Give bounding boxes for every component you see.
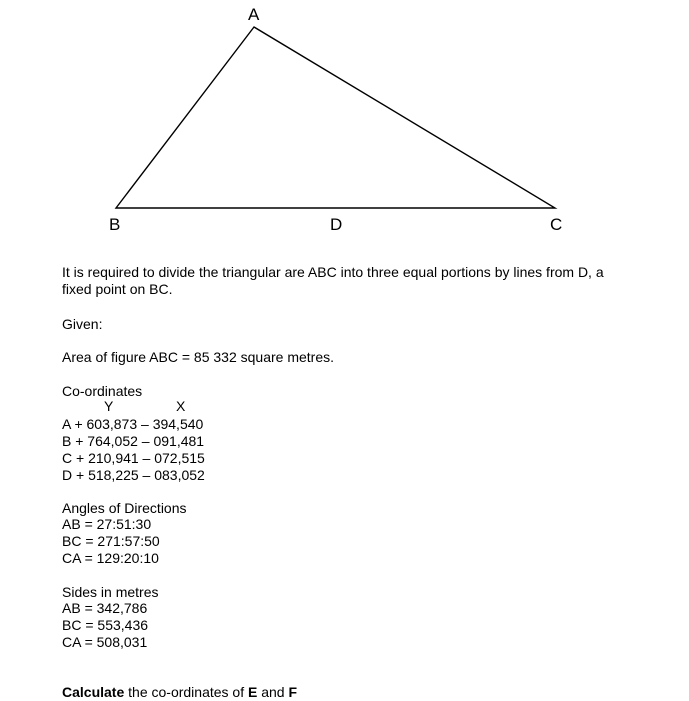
angles-title: Angles of Directions xyxy=(62,500,187,516)
y-column-label: Y xyxy=(104,398,114,414)
task-point-e: E xyxy=(248,684,258,700)
coordinates-list xyxy=(62,416,205,484)
coordinate-row: C + 210,941 – 072,515 xyxy=(62,450,205,466)
angle-row: CA = 129:20:10 xyxy=(62,550,159,566)
problem-description: It is required to divide the triangular are ABC into three equal portions by lines from D, a fixed point on BC. xyxy=(62,264,604,297)
side-row: AB = 342,786 xyxy=(62,600,148,616)
given-label: Given: xyxy=(62,316,103,332)
area-statement: Area of figure ABC = 85 332 square metres. xyxy=(62,349,334,365)
sides-list xyxy=(62,600,148,651)
task-point-f: F xyxy=(288,684,298,700)
angle-row: AB = 27:51:30 xyxy=(62,516,152,532)
triangle-svg xyxy=(0,0,689,240)
triangle-figure xyxy=(0,0,689,240)
triangle-abc xyxy=(116,27,555,208)
vertex-label-d: D xyxy=(330,215,343,234)
x-column-label: X xyxy=(176,398,186,414)
task-middle-text: the co-ordinates of xyxy=(124,684,248,700)
vertex-label-b: B xyxy=(109,215,121,234)
vertex-label-c: C xyxy=(550,215,563,234)
coordinate-row: B + 764,052 – 091,481 xyxy=(62,433,205,449)
angles-list xyxy=(62,516,160,567)
side-row: BC = 553,436 xyxy=(62,617,149,633)
coordinates-title: Co-ordinates xyxy=(62,383,143,399)
angle-row: BC = 271:57:50 xyxy=(62,533,160,549)
side-row: CA = 508,031 xyxy=(62,634,148,650)
task-conjunction: and xyxy=(257,684,289,700)
coordinate-row: A + 603,873 – 394,540 xyxy=(62,416,204,432)
coordinates-header xyxy=(104,398,186,415)
vertex-label-a: A xyxy=(248,5,260,24)
sides-title: Sides in metres xyxy=(62,584,159,600)
task-statement xyxy=(62,684,297,701)
coordinate-row: D + 518,225 – 083,052 xyxy=(62,467,205,483)
task-bold-word: Calculate xyxy=(62,684,125,700)
